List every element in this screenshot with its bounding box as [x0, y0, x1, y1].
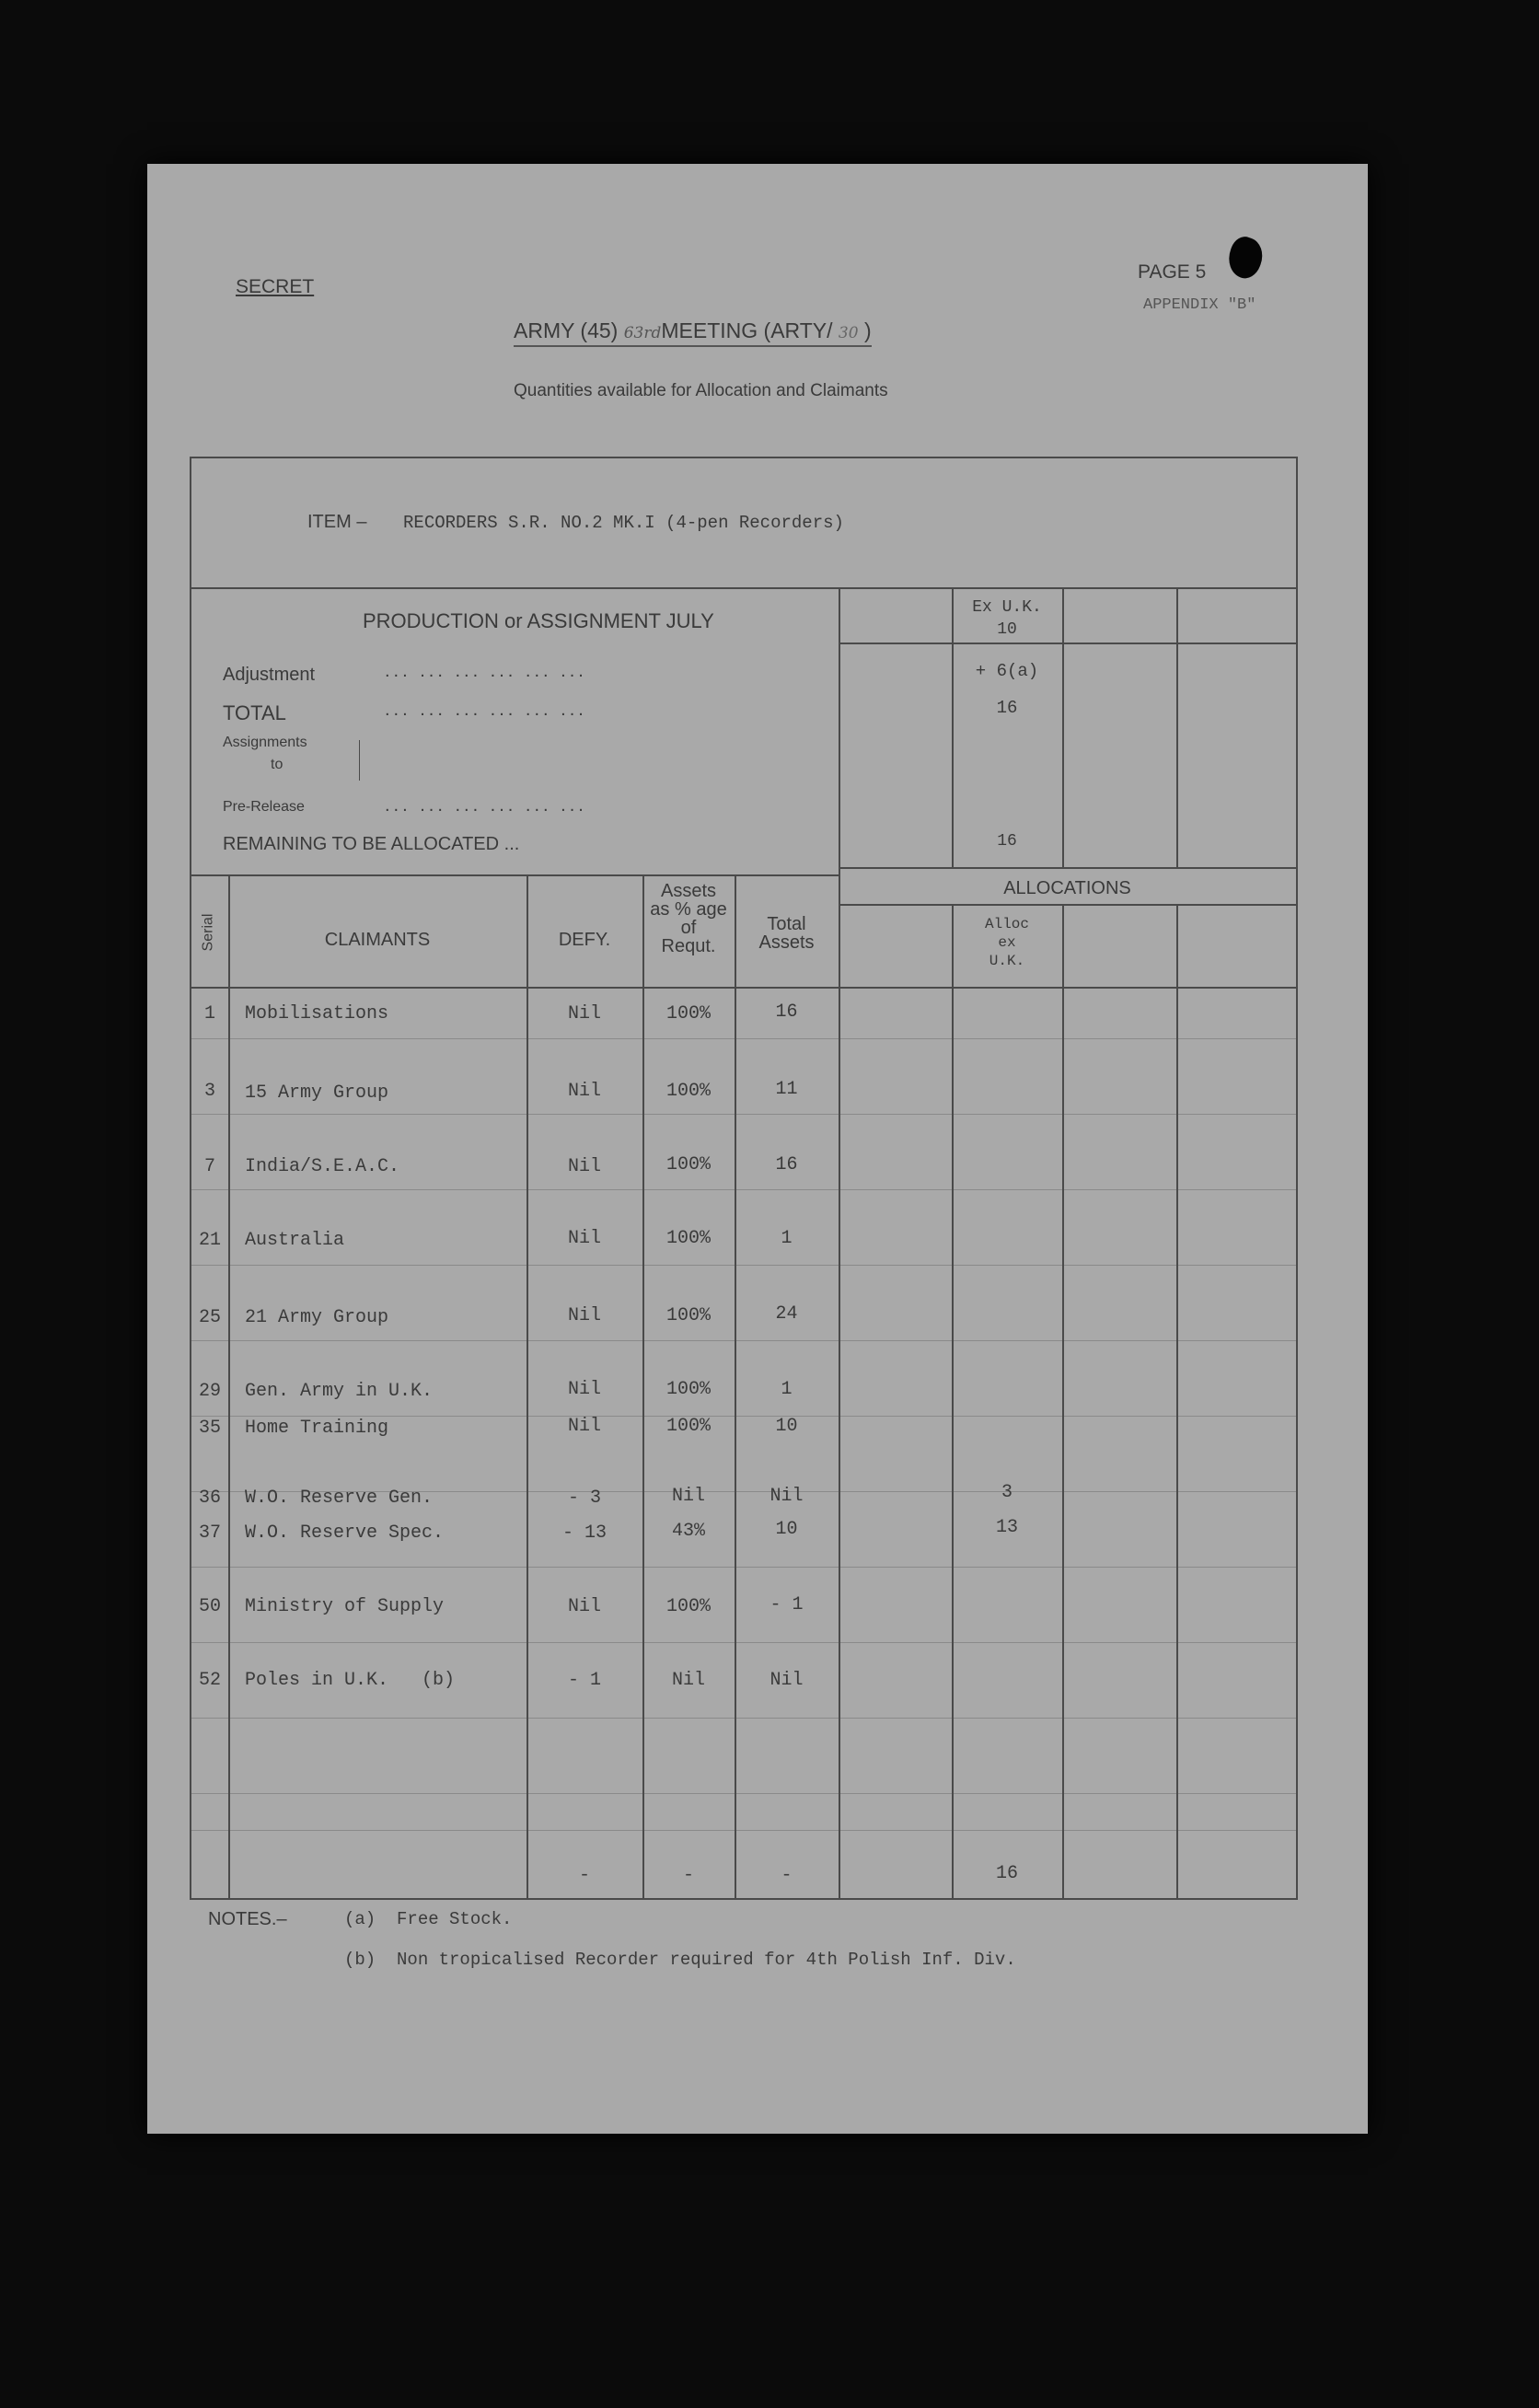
totals-total: -: [781, 1865, 793, 1886]
defy-cell: Nil: [567, 1081, 601, 1102]
alloc-uk-header-line: Alloc: [984, 916, 1029, 932]
pct-cell: 100%: [665, 1305, 711, 1326]
rule-exuk-header: [839, 643, 1296, 644]
ex-uk-value: 10: [997, 620, 1017, 639]
defy-cell: Nil: [567, 1596, 601, 1617]
totals-pct: -: [682, 1865, 694, 1886]
row-rule: [191, 1567, 1296, 1568]
serial-header: Serial: [200, 913, 216, 952]
serial-cell: 37: [198, 1522, 221, 1544]
appendix-label: APPENDIX "B": [1143, 296, 1256, 314]
total-cell: 11: [775, 1079, 798, 1100]
title-prefix: ARMY (45): [514, 318, 619, 342]
pct-cell: Nil: [671, 1486, 705, 1507]
row-rule: [191, 1038, 1296, 1039]
total-cell: 1: [781, 1379, 793, 1400]
assignments-label: Assignments: [223, 735, 307, 750]
pct-cell: 100%: [665, 1596, 711, 1617]
total-cell: 24: [775, 1303, 798, 1325]
ex-uk-header: Ex U.K.: [972, 598, 1042, 617]
total-cell: 10: [775, 1416, 798, 1437]
assets-pct-header-line: Requt.: [661, 936, 716, 956]
pct-cell: 100%: [665, 1081, 711, 1102]
pre-release-label: Pre-Release: [223, 799, 305, 815]
defy-cell: - 1: [567, 1670, 601, 1691]
claimants-header: CLAIMANTS: [324, 930, 431, 950]
rule-alloc-right: [1062, 904, 1064, 1898]
item-value: RECORDERS S.R. NO.2 MK.I (4-pen Recorders): [403, 513, 844, 533]
allocations-heading: ALLOCATIONS: [1003, 878, 1131, 898]
row-rule: [191, 1189, 1296, 1190]
title-close: ): [863, 318, 872, 342]
total-cell: 16: [775, 1001, 798, 1023]
row-rule: [191, 1793, 1296, 1794]
adjustment-value: + 6(a): [975, 661, 1039, 681]
remaining-value: 16: [997, 832, 1017, 851]
row-rule: [191, 1718, 1296, 1719]
alloc-uk-header-line: U.K.: [989, 953, 1025, 969]
document-page: [147, 164, 1368, 2134]
rule-column-headers: [191, 987, 1296, 989]
claimant-name: India/S.E.A.C.: [245, 1156, 400, 1177]
defy-cell: Nil: [567, 1156, 601, 1177]
claimant-name: Poles in U.K. (b): [245, 1670, 456, 1691]
rule-serial: [228, 874, 230, 1898]
rule-exuk-right: [1062, 587, 1064, 867]
defy-cell: Nil: [567, 1379, 601, 1400]
pct-cell: 43%: [671, 1521, 705, 1542]
defy-cell: Nil: [567, 1305, 601, 1326]
row-rule: [191, 1830, 1296, 1831]
claimant-name: Mobilisations: [245, 1003, 389, 1025]
serial-cell: 29: [198, 1381, 221, 1402]
title-middle: MEETING (ARTY/: [661, 318, 833, 342]
rule-right-col: [1176, 587, 1178, 867]
defy-cell: - 3: [567, 1488, 601, 1509]
rule-allocations-heading: [839, 904, 1296, 906]
total-assets-header-line: Assets: [758, 932, 815, 953]
pct-cell: 100%: [665, 1003, 711, 1025]
total-cell: - 1: [770, 1594, 804, 1615]
rule-production-right-bottom: [839, 867, 1296, 869]
total-dots: ... ... ... ... ... ...: [385, 700, 587, 720]
page-label-text: PAGE: [1138, 261, 1190, 283]
total-cell: 10: [775, 1519, 798, 1540]
pct-cell: 100%: [665, 1379, 711, 1400]
serial-cell: 7: [203, 1156, 215, 1177]
rule-production-bottom: [191, 874, 839, 876]
assets-pct-header-line: of: [680, 918, 697, 938]
totals-alloc: 16: [995, 1863, 1018, 1884]
serial-cell: 25: [198, 1307, 221, 1328]
remaining-label: REMAINING TO BE ALLOCATED ...: [223, 834, 520, 854]
assignments-bracket: [359, 740, 360, 781]
serial-cell: 1: [203, 1003, 215, 1025]
row-rule: [191, 1114, 1296, 1115]
defy-cell: Nil: [567, 1416, 601, 1437]
pct-cell: 100%: [665, 1154, 711, 1175]
rule-center-divider: [839, 587, 840, 1898]
defy-cell: Nil: [567, 1228, 601, 1249]
total-cell: Nil: [770, 1486, 804, 1507]
title-number: 30: [838, 324, 859, 342]
serial-cell: 36: [198, 1488, 221, 1509]
total-cell: Nil: [770, 1670, 804, 1691]
defy-header: DEFY.: [558, 930, 611, 950]
defy-cell: Nil: [567, 1003, 601, 1025]
assets-pct-header-line: Assets: [660, 881, 717, 901]
adjustment-label: Adjustment: [223, 665, 316, 685]
notes-label: NOTES.–: [208, 1909, 287, 1929]
claimant-name: Ministry of Supply: [245, 1596, 445, 1617]
total-assets-header: [735, 915, 839, 952]
claimant-name: W.O. Reserve Gen.: [245, 1488, 434, 1509]
row-rule: [191, 1642, 1296, 1643]
title-handwritten: 63rd: [623, 324, 662, 342]
assets-pct-header-line: as % age: [650, 899, 727, 920]
alloc-uk-header-line: ex: [998, 934, 1016, 951]
claimant-name: Gen. Army in U.K.: [245, 1381, 434, 1402]
allocation-table: [190, 457, 1298, 1900]
assets-pct-header: [642, 882, 735, 955]
pct-cell: 100%: [665, 1228, 711, 1249]
secret-marking: SECRET: [236, 276, 315, 297]
alloc-cell: 13: [995, 1517, 1018, 1538]
claimant-name: Home Training: [245, 1418, 389, 1439]
document-subtitle: Quantities available for Allocation and Claimants: [514, 381, 888, 400]
assignments-to-label: to: [271, 757, 284, 772]
serial-cell: 50: [198, 1596, 221, 1617]
total-cell: 1: [781, 1228, 793, 1249]
total-label: TOTAL: [223, 701, 286, 724]
claimant-name: Australia: [245, 1230, 345, 1251]
production-heading: PRODUCTION or ASSIGNMENT JULY: [363, 609, 714, 632]
adjustment-dots: ... ... ... ... ... ...: [385, 661, 587, 681]
rule-item-bottom: [191, 587, 1296, 589]
ink-blot: [1223, 233, 1268, 283]
claimant-name: 21 Army Group: [245, 1307, 389, 1328]
serial-cell: 52: [198, 1670, 221, 1691]
note-a: (a) Free Stock.: [344, 1909, 513, 1929]
rule-alloc-left: [952, 904, 954, 1898]
claimant-name: 15 Army Group: [245, 1082, 389, 1104]
item-row: [307, 512, 844, 533]
serial-cell: 35: [198, 1418, 221, 1439]
pct-cell: Nil: [671, 1670, 705, 1691]
total-value: 16: [996, 698, 1018, 718]
rule-alloc-col: [1176, 904, 1178, 1898]
page-number: 5: [1195, 261, 1207, 283]
document-title: [514, 318, 872, 347]
note-b: (b) Non tropicalised Recorder required for 4th Polish Inf. Div.: [344, 1950, 1016, 1970]
alloc-cell: 3: [1001, 1482, 1012, 1503]
pre-release-dots: ... ... ... ... ... ...: [385, 795, 587, 816]
alloc-uk-header: [952, 915, 1062, 970]
defy-cell: - 13: [561, 1522, 607, 1544]
total-cell: 16: [775, 1154, 798, 1175]
totals-defy: -: [578, 1865, 590, 1886]
row-rule: [191, 1340, 1296, 1341]
page-label: [1138, 261, 1206, 284]
item-label: ITEM –: [307, 512, 367, 532]
serial-cell: 3: [203, 1081, 215, 1102]
claimant-name: W.O. Reserve Spec.: [245, 1522, 445, 1544]
row-rule: [191, 1265, 1296, 1266]
total-assets-header-line: Total: [767, 914, 806, 934]
serial-cell: 21: [198, 1230, 221, 1251]
pct-cell: 100%: [665, 1416, 711, 1437]
